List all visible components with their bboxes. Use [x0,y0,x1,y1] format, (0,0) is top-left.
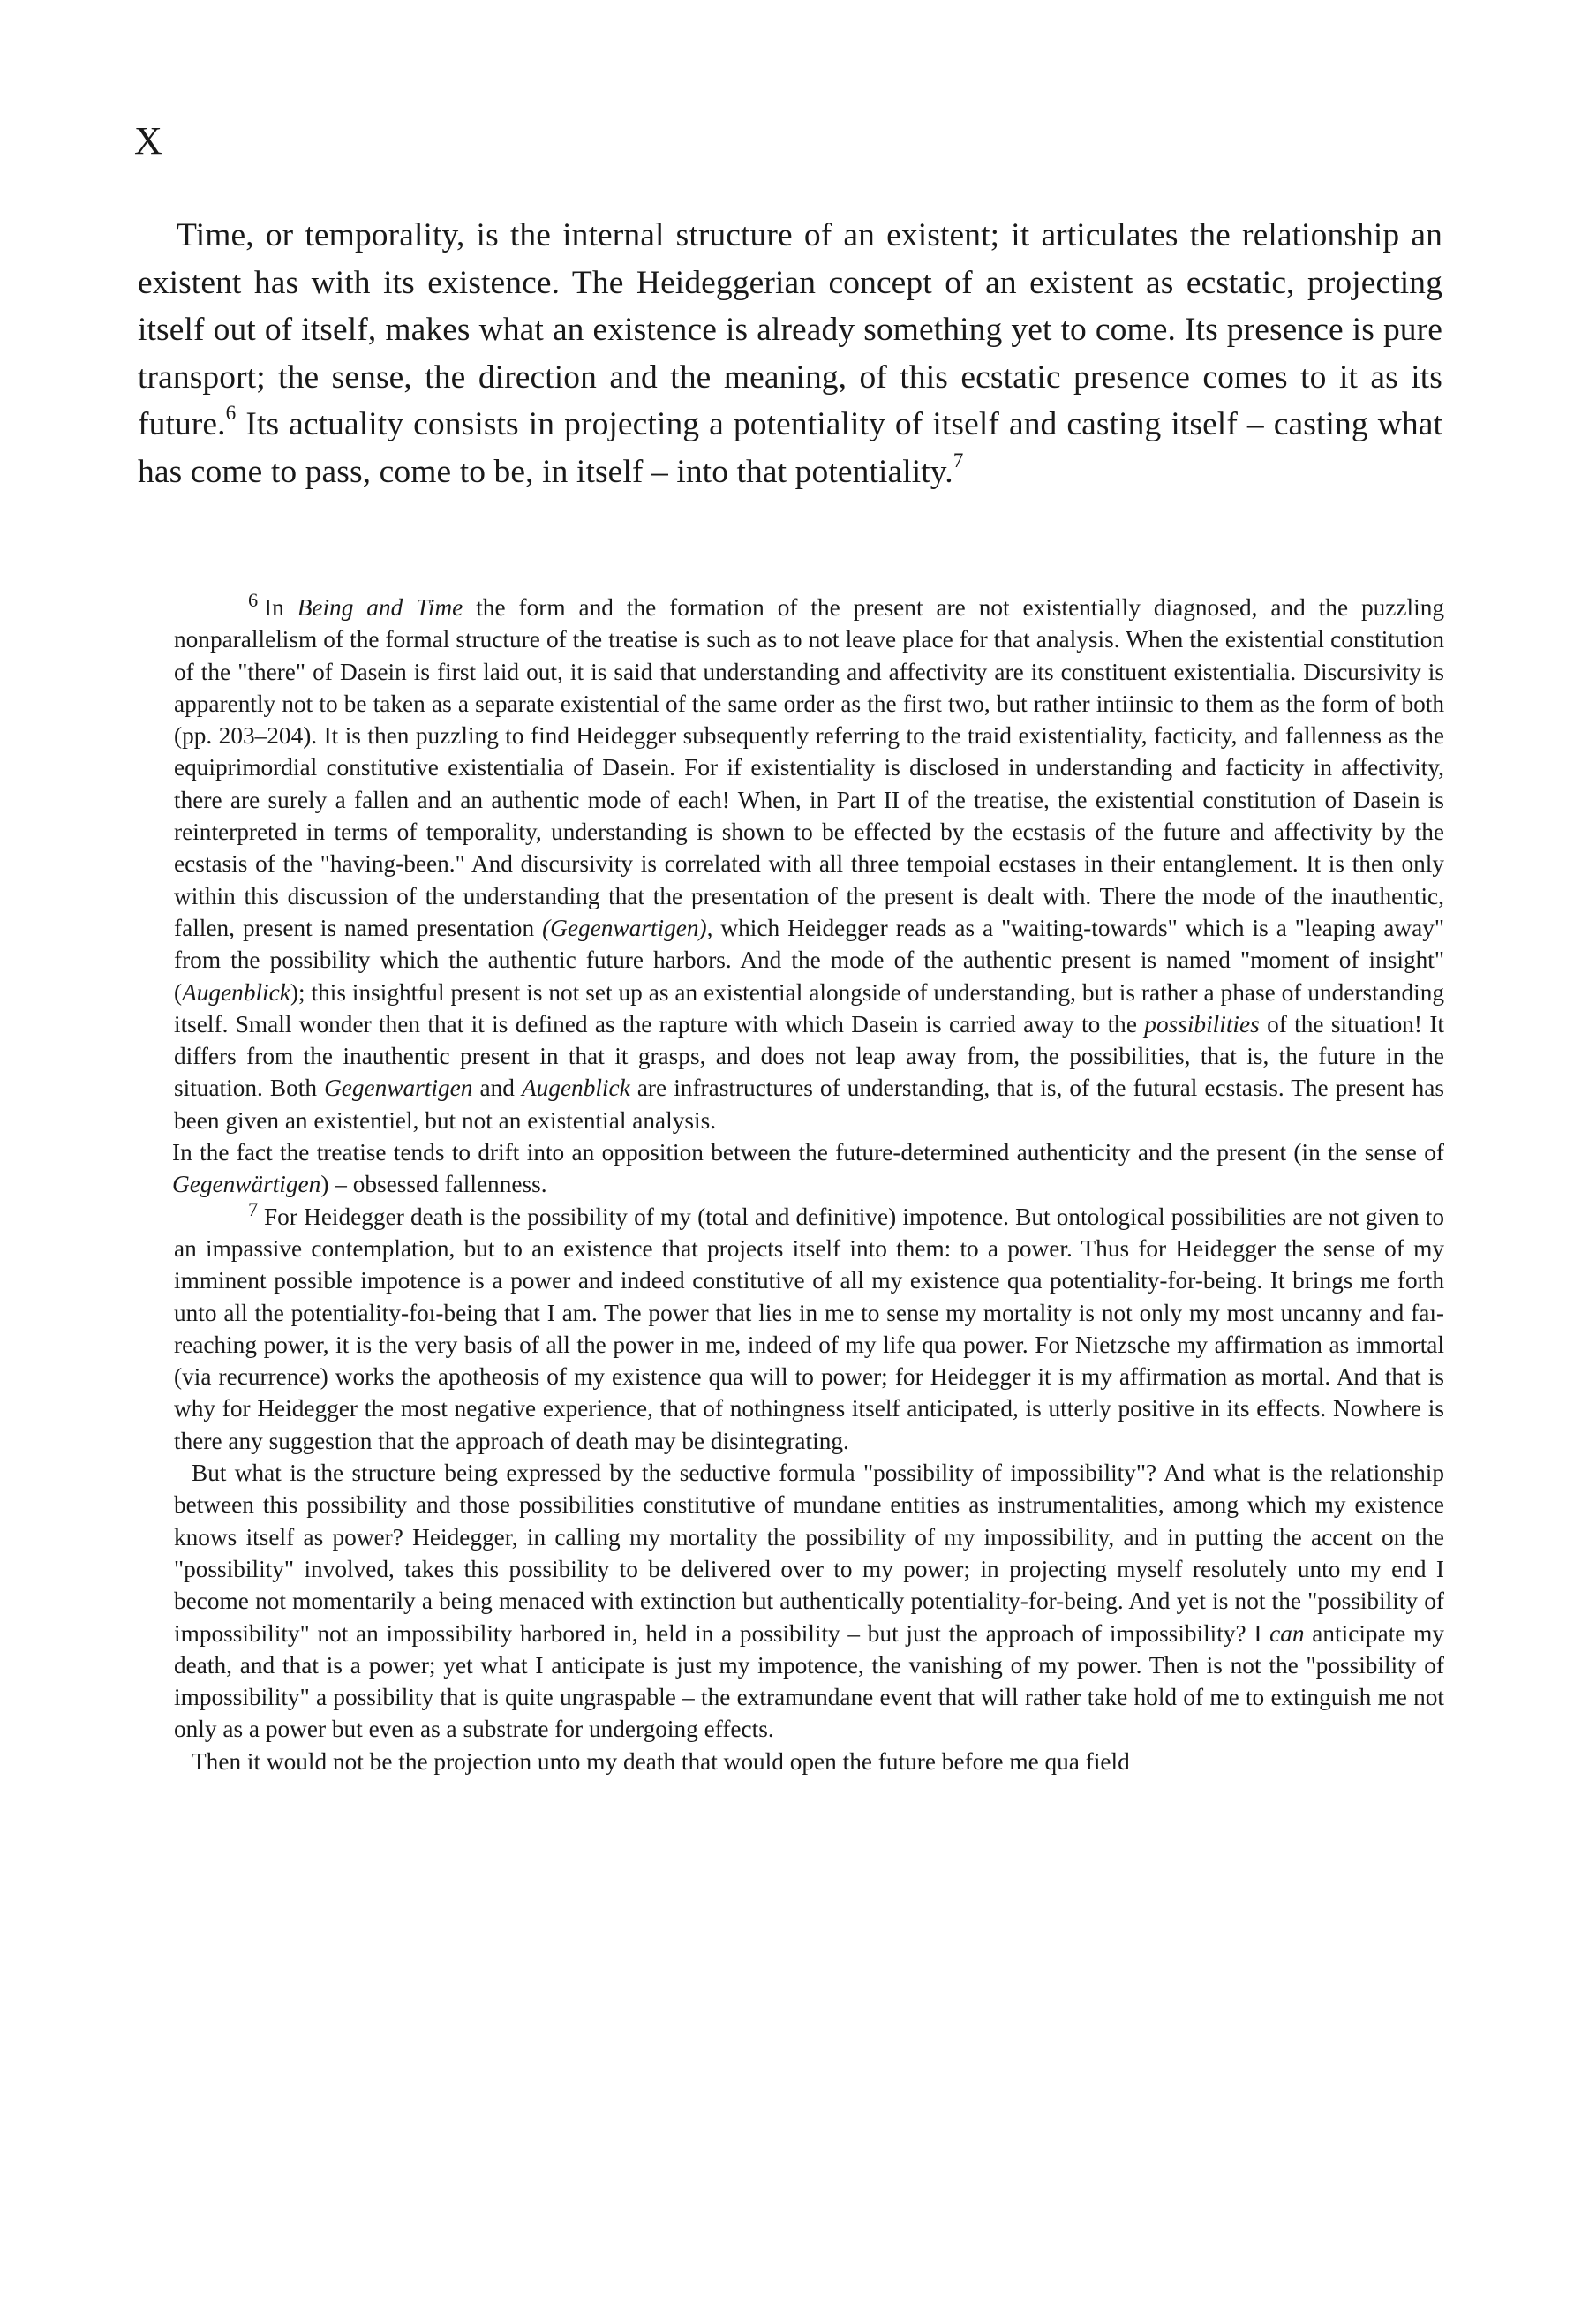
footnote-6: 6 In Being and Time the form and the formation of the present are not existentially diagnosed, and the puzzling nonparallelism of the formal structure of the treatise is such as to not leave place for that analysis. When the existential constitution of the "there" of Dasein is first laid out, it is said that understanding and affectivity are its constituent existentialia. Discursivity is apparently not to be taken as a separate existential of the same order as the first two, but rather intiinsic to them as the form of both (pp. 203–204). It is then puzzling to find Heidegger subsequently referring to the traid existentiality, facticity, and fallenness as the equiprimordial constitutive existentialia of Dasein. For if existentiality is disclosed in understanding and facticity in affectivity, there are surely a fallen and an authentic mode of each! When, in Part II of the treatise, the existential constitution of Dasein is reinterpreted in terms of temporality, understanding is shown to be effected by the ecstasis of the future and affectivity by the ecstasis of the "having-been." And discursivity is correlated with all three tempoial ecstases in their entanglement. It is then only within this discussion of the understanding that the presentation of the present is dealt with. There the mode of the inauthentic, fallen, present is named presentation (Gegenwartigen), which Heidegger reads as a "waiting-towards" which is a "leaping away" from the possibility which the authentic future harbors. And the mode of the authentic present is named "moment of insight" (Augenblick); this insightful present is not set up as an existential alongside of understanding, but is rather a phase of understanding itself. Small wonder then that it is defined as the rapture with which Dasein is carried away to the possibilities of the situation! It differs from the inauthentic present in that it grasps, and does not leap away from, the possibilities, that is, the future in the situation. Both Gegenwartigen and Augenblick are infrastructures of understanding, that is, of the futural ecstasis. The present has been given an existentiel, but not an existential analysis. [174,588,1445,1134]
footnote-7-paragraph-3: Then it would not be the projection unto my death that would open the future before me qua field [192,1747,1130,1775]
footnote-7-text: But what is the structure being expressed by the seductive formula "possibility of impossibility"? And what is the relationship between this possibility and those possibilities constitutive of mundane entities as instrumentalities, among which my existence knows itself as power? Heidegger, in calling my mortality the possibility of my impossibility, and in putting the accent on the "possibility" involved, takes this possibility to be delivered over to my power; in projecting myself resolutely unto my end I become not momentarily a being menaced with extinction but authentically potentiality-for-being. And yet is not the "possibility of impossibility" not an impossibility harbored in, held in a possibility – but just the approach of impossibility? I [174,1460,1444,1647]
term-gegenwartigen: (Gegenwartigen), [542,914,713,941]
footnote-6-paragraph-2 [172,1136,1444,1201]
main-text-part-2: Its actuality consists in projecting a potentiality of itself and casting itself – casting what has come to pass, come to be, in itself – into that potentiality. [138,406,1442,490]
main-text-part-1: Time, or temporality, is the internal structure of an existent; it articulates the relationship an existent has with its existence. The Heideggerian concept of an existent as ecstatic, projecting itself out of itself, makes what an existence is already something yet to come. Its presence is pure transport; the sense, the direction and the meaning, of this ecstatic presence comes to it as its future. [138,217,1442,442]
term-augenblick: Augenblick [182,978,290,1006]
footnote-ref-6[interactable]: 6 [225,402,237,426]
footnote-ref-7[interactable]: 7 [953,449,964,472]
footnote-7-text: For Heidegger death is the possibility of my (total and definitive) impotence. But ontological possibilities are not given to an impassive contemplation, but to an existence that projects itself into them: to a power. Thus for Heidegger the sense of my imminent possible impotence is a power and indeed constitutive of all my existence qua potentiality-for-being. It brings me forth unto all the potentiality-foı-being that I am. The power that lies in me to sense my mortality is not only my most uncanny and faı-reaching power, it is the very basis of all the power in me, indeed of my life qua power. For Nietzsche my affirmation as immortal (via recurrence) works the apotheosis of my existence qua will to power; for Heidegger it is my affirmation as mortal. And that is why for Heidegger the most negative experience, that of nothingness itself anticipated, is utterly positive in its effects. Nowhere is there any suggestion that the approach of death may be disintegrating. [174,1203,1444,1454]
footnote-7-paragraph-2 [174,1457,1444,1746]
footnote-6-text: are infrastructures of understanding, that is, of the futural ecstasis. The present has been given an existentiel, but not an existential analysis. [174,1075,1445,1134]
term-possibilities: possibilities [1144,1010,1260,1038]
footnote-6-text: and [472,1075,522,1102]
term-gegenwartigen: Gegenwartigen [324,1075,473,1102]
footnote-6-text: of the situation! It differs from the inauthentic present in that it grasps, and does not leap away from, the possibilities, that is, the future in the situation. Both [174,1010,1444,1102]
footnote-7-text: anticipate my death, and that is a power; yet what I anticipate is just my impotence, the vanishing of my power. Then is not the "possibility of impossibility" a possibility that is quite ungraspable – the extramundane event that will rather take hold of me to extinguish me not only as a power but even as a substrate for undergoing effects. [174,1619,1445,1743]
term-gegenwartigen: Gegenwärtigen [172,1171,321,1198]
footnote-6-text: In [264,594,297,621]
term-augenblick: Augenblick [521,1075,630,1102]
footnote-6-text: ) – obsessed fallenness. [320,1171,547,1198]
footnote-6-text: which Heidegger reads as a "waiting-towards" which is a "leaping away" from the possibility which the authentic future harbors. And the mode of the authentic present is named "moment of insight" ( [174,914,1444,1006]
term-can: can [1269,1619,1305,1647]
footnote-6-text: In the fact the treatise tends to drift into an opposition between the future-determined authenticity and the present (in the sense of [172,1139,1444,1166]
footnote-7: 7 For Heidegger death is the possibility of my (total and definitive) impotence. But ontological possibilities are not given to an impassive contemplation, but to an existence that projects itself into them: to a power. Thus for Heidegger the sense of my imminent possible impotence is a power and indeed constitutive of all my existence qua potentiality-for-being. It brings me forth unto all the potentiality-foı-being that I am. The power that lies in me to sense my mortality is not only my most uncanny and faı-reaching power, it is the very basis of all the power in me, indeed of my life qua power. For Nietzsche my affirmation as immortal (via recurrence) works the apotheosis of my existence qua will to power; for Heidegger it is my affirmation as mortal. And that is why for Heidegger the most negative experience, that of nothingness itself anticipated, is utterly positive in its effects. Nowhere is there any suggestion that the approach of death may be disintegrating. [174,1197,1444,1454]
footnote-6-text: the form and the formation of the present are not existentially diagnosed, and the puzzling nonparallelism of the formal structure of the treatise is such as to not leave place for that analysis. When the existential constitution of the "there" of Dasein is first laid out, it is said that understanding and affectivity are its constituent existentialia. Discursivity is apparently not to be taken as a separate existential of the same order as the first two, but rather intiinsic to them as the form of both (pp. 203–204). It is then puzzling to find Heidegger subsequently referring to the traid existentiality, facticity, and fallenness as the equiprimordial constitutive existentialia of Dasein. For if existentiality is disclosed in understanding and facticity in affectivity, there are surely a fallen and an authentic mode of each! When, in Part II of the treatise, the existential constitution of Dasein is reinterpreted in terms of temporality, understanding is shown to be effected by the ecstasis of the future and affectivity by the ecstasis of the "having-been." And discursivity is correlated with all three tempoial ecstases in their entanglement. It is then only within this discussion of the understanding that the presentation of the present is dealt with. There the mode of the inauthentic, fallen, present is named presentation [174,594,1444,941]
footnote-6-text: ); this insightful present is not set up as an existential alongside of understanding, but is rather a phase of understanding itself. Small wonder then that it is defined as the rapture with which Dasein is carried away to the [174,978,1444,1038]
main-paragraph [138,212,1442,495]
page-number: X [134,119,162,162]
footnotes-section [172,588,1445,1777]
book-title-being-and-time: Being and Time [297,594,463,621]
